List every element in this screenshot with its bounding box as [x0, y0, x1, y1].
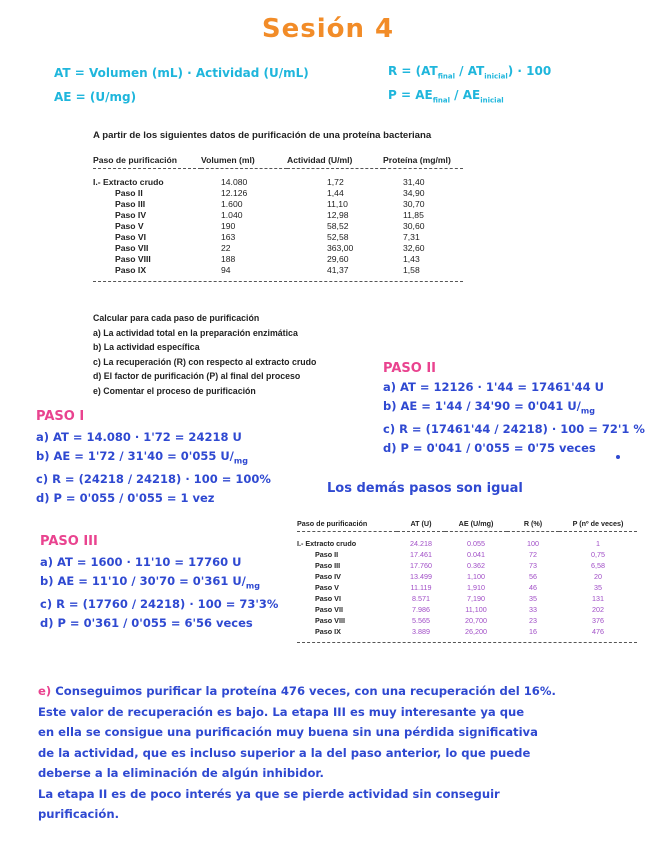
paso2-answers: a) AT = 12126 · 1'44 = 17461'44 U b) AE = 1'44 / 34'90 = 0'041 $U/_{mg}$ c) R = (17461'44 / 24218) · 100 = 72'1 % d) P = 0'041 / 0'055 = 0'75 veces	[383, 380, 645, 456]
table-row: Paso V 11.119 1,910 46 35	[315, 583, 602, 592]
formula-ae: AE = (U/mg)	[54, 90, 137, 104]
table-row: Paso IV 13.499 1,100 56 20	[315, 572, 602, 581]
conclusion-line: deberse a la eliminación de algún inhibidor.	[38, 766, 324, 780]
header-protein: Proteína (mg/ml)	[383, 155, 451, 165]
table-divider	[297, 642, 637, 643]
table-row: Paso V 190 58,52 30,60	[115, 220, 425, 231]
question-d: d) El factor de purificación (P) al final del proceso	[93, 371, 301, 382]
conclusion-line: de la actividad, que es incluso superior a la del paso anterior, lo que puede	[38, 745, 531, 760]
table-row: Paso VI 163 52,58 7,31	[115, 231, 420, 242]
questions-list	[93, 311, 316, 399]
purification-data-table	[93, 152, 463, 282]
question-b: b) La actividad específica	[93, 342, 200, 353]
paso3-answers: a) AT = 1600 · 11'10 = 17760 U b) AE = 11'10 / 30'70 = 0'361 $U/_{mg}$ c) R = (17760 / 24218) · 100 = 73'3% d) P = 0'361 / 0'055 = 6'56 veces	[40, 555, 279, 631]
formula-r: $R = (AT_{final} / AT_{inicial}) \cdot 100$	[388, 64, 552, 81]
question-a: a) La actividad total en la preparación enzimática	[93, 327, 298, 338]
conclusion-line: purificación.	[38, 807, 120, 821]
table-row: I.- Extracto crudo 14.080 1,72 31,40	[93, 176, 425, 187]
paso2-heading: PASO II	[383, 361, 437, 376]
table-divider	[93, 281, 463, 282]
question-c: c) La recuperación (R) con respecto al extracto crudo	[93, 356, 317, 367]
header-step: Paso de purificación	[297, 518, 368, 528]
conclusion-line: La etapa II es de poco interés ya que se pierde actividad sin conseguir	[38, 786, 500, 801]
paso1-heading: PASO I	[36, 409, 85, 424]
table-row: Paso IX 3.889 26,200 16 476	[315, 627, 604, 636]
formula-p: $P = AE_{final} / AE_{inicial}$	[388, 88, 504, 105]
table-row: Paso VIII 188 29,60 1,43	[115, 253, 420, 264]
header-volume: Volumen (ml)	[201, 155, 255, 165]
table-row: Paso VII 7.986 11,100 33 202	[315, 605, 604, 614]
problem-intro: A partir de los siguientes datos de purificación de una proteína bacteriana	[93, 130, 432, 141]
paso3-heading: PASO III	[40, 534, 98, 549]
results-table	[297, 515, 637, 643]
questions-heading: Calcular para cada paso de purificación	[93, 313, 260, 323]
others-note: Los demás pasos son igual	[327, 481, 523, 496]
header-activity: Actividad (U/ml)	[287, 155, 353, 165]
header-p: P (nº de veces)	[572, 518, 624, 528]
conclusion-line: e) Conseguimos purificar la proteína 476 veces, con una recuperación del 16%.	[38, 684, 556, 698]
question-e: e) Comentar el proceso de purificación	[93, 385, 256, 396]
header-at: AT (U)	[410, 518, 432, 528]
table-row: Paso II 17.461 0.041 72 0,75	[315, 550, 605, 559]
header-r: R (%)	[523, 518, 543, 528]
conclusion-line: Este valor de recuperación es bajo. La etapa III es muy interesante ya que	[38, 704, 525, 719]
conclusion-line: en ella se consigue una purificación muy buena sin una pérdida significativa	[38, 725, 538, 739]
table-row: Paso IX 94 41,37 1,58	[115, 264, 420, 275]
table-row: Paso VIII 5.565 20,700 23 376	[315, 616, 604, 625]
conclusion	[38, 681, 556, 825]
table-row: Paso II 12.126 1,44 34,90	[115, 187, 425, 198]
ink-dot	[616, 455, 620, 459]
header-step: Paso de purificación	[93, 155, 178, 165]
formula-at: AT = Volumen (mL) · Actividad (U/mL)	[54, 66, 309, 80]
paso1-answers: a) AT = 14.080 · 1'72 = 24218 U b) AE = 1'72 / 31'40 = 0'055 $U/_{mg}$ c) R = (24218 / 24218) · 100 = 100% d) P = 0'055 / 0'055 = 1 vez	[36, 430, 271, 506]
table-row: I.- Extracto crudo 24.218 0.055 100 1	[297, 539, 600, 548]
table-row: Paso IV 1.040 12,98 11,85	[115, 209, 424, 220]
table-row: Paso VI 8.571 7,190 35 131	[315, 594, 604, 603]
header-ae: AE (U/mg)	[458, 518, 494, 528]
table-row: Paso VII 22 363,00 32,60	[115, 242, 425, 253]
table-row: Paso III 17.760 0.362 73 6,58	[315, 561, 605, 570]
page-title: Sesión 4	[261, 14, 395, 44]
table-row: Paso III 1.600 11,10 30,70	[115, 198, 425, 209]
